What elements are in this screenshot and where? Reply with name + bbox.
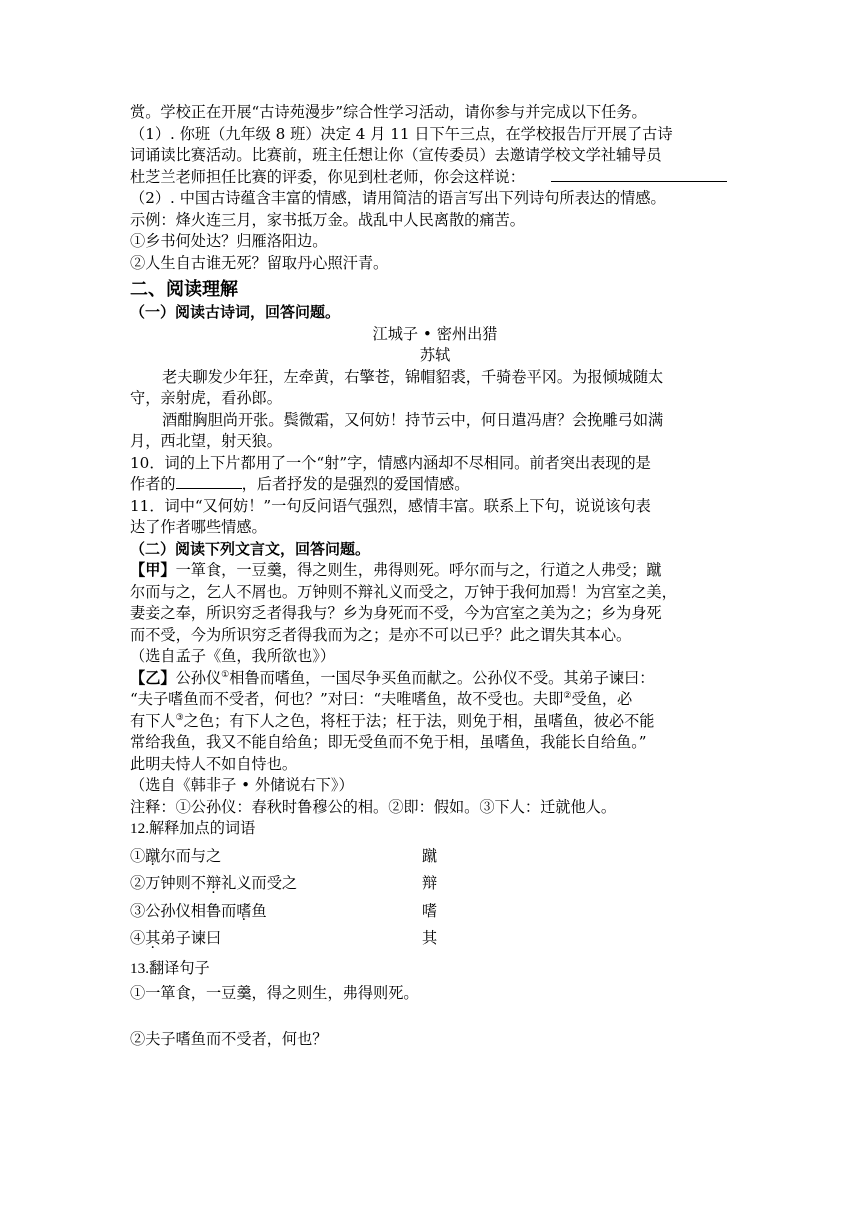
passage-source: （选自孟子《鱼，我所欲也》） [130,647,336,665]
passage-text: 之色；有下人之色，将枉于法；枉于法，则免于相，虽嗜鱼，彼必不能 [183,711,655,730]
translate-item: ①一箪食，一豆羹，得之则生，弗得则死。 [130,984,419,1002]
dotted-word: 辩 [205,874,222,892]
vocab-text: ③公孙仪相鲁而 [130,901,237,920]
question-10-text: ，后者抒发的是强烈的爱国情感。 [241,475,470,493]
vocab-word: 蹴 [422,846,438,865]
text-line: 赏。学校正在开展“古诗苑漫步”综合性学习活动，请你参与并完成以下任务。 [130,103,647,121]
passage-text: 相鲁而嗜鱼，一国尽争买鱼而献之。公孙仪不受。其弟子谏曰： [229,668,655,687]
dotted-word: 嗜 [236,901,252,920]
passage-line [130,711,740,733]
vocab-item [130,901,740,923]
question-11-cont: 达了作者哪些情感。 [130,518,267,536]
question-11: 11．词中“又何妨！”一句反问语气强烈，感情丰富。联系上下句，说说该句表 [130,496,651,515]
answer-blank[interactable] [551,167,727,182]
footnote-mark: ③ [175,712,184,723]
vocab-text: 鱼 [251,901,267,920]
text-line: 词诵读比赛活动。比赛前，班主任想让你（宣传委员）去邀请学校文学社辅导员 [130,146,662,164]
part-2-title: （二）阅读下列文言文，回答问题。 [130,539,371,558]
passage-text: 受鱼，必 [571,690,633,708]
vocab-text: ① [130,846,146,865]
passage-text: 妻妾之奉，所识穷乏者得我与？乡为身死而不受，今为宫室之美为之；乡为身死 [130,604,662,622]
text-line [130,167,740,189]
task-1-line: （1）. 你班（九年级 8 班）决定 4 月 11 日下午三点，在学校报告厅开展了古诗 [130,124,673,143]
dotted-word: 蹴 [145,846,161,865]
passage-text: 公孙仪 [175,668,222,687]
translate-item: ②夫子嗜鱼而不受者，何也？ [130,1029,328,1048]
vocab-text: 礼义而受之 [221,874,298,892]
passage-text: 此明夫恃人不如自恃也。 [130,754,298,773]
poem-text: 守，亲射虎，看孙郎。 [130,389,282,407]
answer-blank[interactable] [176,474,242,489]
vocab-text: 尔而与之 [160,846,222,865]
vocab-item [130,846,740,868]
task-2-line: （2）. 中国古诗蕴含丰富的情感，请用简洁的语言写出下列诗句所表达的情感。 [130,189,666,207]
example-line: 示例：烽火连三月，家书抵万金。战乱中人民离散的痛苦。 [130,210,525,229]
vocab-item [130,873,740,895]
poem-title: 江城子 • 密州出猎 [372,324,498,343]
question-13: 13.翻译句子 [130,959,210,977]
passage-label: 【乙】 [130,668,176,687]
passage-text: 一箪食，一豆羹，得之则生，弗得则死。呼尔而与之，行道之人弗受；蹴 [175,561,662,579]
passage-text: 常给我鱼，我又不能自给鱼；即无受鱼而不免于相，虽嗜鱼，我能长自给鱼。” [130,733,647,751]
annotation: 注释：①公孙仪：春秋时鲁穆公的相。②即：假如。③下人：迁就他人。 [130,797,616,816]
poem-text: 月，西北望，射天狼。 [130,432,282,450]
dotted-word: 其 [145,929,161,947]
question-10: 10．词的上下片都用了一个“射”字，情感内涵却不尽相同。前者突出表现的是 [130,453,651,472]
poem-line-1: ①乡书何处达？归雁洛阳边。 [130,232,328,250]
part-1-title: （一）阅读古诗词，回答问题。 [130,303,341,321]
passage-text: 而不受，今为所识穷乏者得我而为之；是亦不可以已乎？此之谓失其本心。 [130,625,632,644]
passage-line [130,689,740,711]
passage-text: “夫子嗜鱼而不受者，何也？”对曰：“夫唯嗜鱼，故不受也。夫即 [130,690,564,708]
question-10-text: 作者的 [130,475,176,493]
answer-space [130,1005,740,1029]
poem-text: 酒酣胸胆尚开张。鬓微霜，又何妨！持节云中，何日遣冯唐？会挽雕弓如满 [162,410,664,429]
vocab-word: 其 [422,929,438,947]
passage-jia [130,560,740,582]
vocab-word: 辩 [422,874,438,892]
section-title: 二、阅读理解 [130,279,238,300]
vocab-text: ④ [130,929,146,947]
poem-line-2: ②人生自古谁无死？留取丹心照汗青。 [130,253,389,272]
passage-text: 尔而与之，乞人不屑也。万钟则不辩礼义而受之，万钟于我何加焉！为宫室之美， [130,582,677,601]
footnote-mark: ① [221,669,230,680]
passage-label: 【甲】 [130,561,176,579]
passage-source: （选自《韩非子 • 外储说右下》） [130,776,354,794]
question-12: 12.解释加点的词语 [130,820,256,837]
question-10-cont [130,474,740,496]
document-page [130,102,740,1050]
vocab-word: 嗜 [422,901,438,920]
passage-yi [130,668,740,690]
passage-text: 有下人 [130,711,176,730]
footnote-mark: ② [563,690,572,701]
poem-text: 老夫聊发少年狂，左牵黄，右擎苍，锦帽貂裘，千骑卷平冈。为报倾城随太 [162,367,664,386]
task-1-prompt: 杜芝兰老师担任比赛的评委，你见到杜老师，你会这样说： [130,167,525,186]
poem-author: 苏轼 [419,346,451,364]
vocab-text: 弟子谏曰 [160,929,222,947]
vocab-text: ②万钟则不 [130,874,206,892]
vocab-item [130,928,740,950]
